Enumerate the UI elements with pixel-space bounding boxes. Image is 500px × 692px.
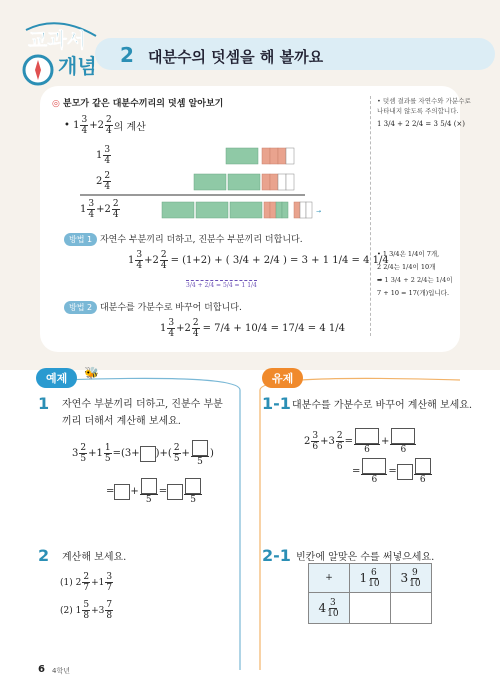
answer-box[interactable]	[141, 478, 157, 494]
concept-heading	[52, 96, 223, 109]
method1-eq-tail: = (1+2) + ( 3/4 + 2/4 ) = 3 + 1 1/4 = 4 1/4	[170, 255, 389, 266]
grade-label: 4학년	[52, 667, 70, 675]
problem2-text: 계산해 보세요.	[62, 552, 127, 563]
answer-box[interactable]	[362, 458, 386, 474]
similar-text: 대분수를 가분수로 바꾸어 계산해 보세요.	[292, 400, 473, 411]
similar-tag: 유제	[262, 368, 303, 388]
answer-box[interactable]	[114, 484, 130, 500]
side-note2-d: 7 + 10 = 17(개)입니다.	[377, 289, 450, 297]
method2-eq-tail: = 7/4 + 10/4 = 17/4 = 4 1/4	[202, 323, 346, 334]
textbook-concept-badge	[18, 18, 100, 92]
table-plus-cell: +	[309, 564, 350, 593]
answer-box[interactable]	[167, 484, 183, 500]
side-note2-c: ➡ 1 3/4 + 2 2/4는 1/4이	[377, 276, 453, 284]
diagram-label-sum: 1 $\frac{3}{4}$ +2 $\frac{2}{4}$	[80, 199, 119, 220]
answer-box[interactable]	[391, 428, 415, 444]
table-answer-cell[interactable]	[391, 593, 432, 624]
side-note1: • 덧셈 결과를 자연수와 가분수로 나타내지 않도록 주의합니다.	[377, 97, 471, 115]
concept-heading-text: 분모가 같은 대분수끼리의 덧셈 알아보기	[63, 99, 224, 109]
side-note1-eq: 1 3/4 + 2 2/4 = 3 5/4 (×)	[377, 120, 466, 128]
similar-eq1: 2 $\frac{3}{6}$ +3 $\frac{2}{6}$ = 6 + 6	[304, 428, 417, 455]
diagram-label-1: 1 $\frac{3}{4}$	[96, 145, 111, 166]
bullet-icon: ◎	[52, 99, 60, 109]
method2-tag: 방법 2	[64, 301, 97, 314]
table-row-header: 4 $\frac{3}{10}$	[309, 593, 350, 624]
similar-number: 1-1	[262, 394, 291, 413]
problem21-text: 빈칸에 알맞은 수를 써넣으세요.	[296, 552, 435, 563]
similar-eq2: = 6 = 6	[352, 458, 433, 485]
fraction-bar-diagram	[70, 140, 330, 220]
answer-box[interactable]	[185, 478, 201, 494]
chapter-title: 대분수의 덧셈을 해 볼까요	[148, 48, 324, 66]
side-note2-a: • 1 3/4은 1/4이 7개,	[377, 250, 440, 258]
side-notes	[370, 96, 477, 336]
example-label: 의 계산	[113, 122, 146, 133]
problem2-number: 2	[38, 546, 50, 565]
badge-line1: 교과서	[28, 28, 86, 52]
answer-box[interactable]	[140, 446, 156, 462]
answer-box[interactable]	[355, 428, 379, 444]
table-header-2: 3 $\frac{9}{10}$	[391, 564, 432, 593]
svg-text:→: →	[316, 208, 322, 215]
method2-row	[64, 300, 242, 314]
method2-equation: 1 $\frac{3}{4}$ +2 $\frac{2}{4}$ = 7/4 + 10/4 = 17/4 = 4 1/4	[160, 318, 346, 339]
answer-box[interactable]	[415, 458, 431, 474]
method1-sub-calc: 3/4 + 2/4 = 5/4 = 1 1/4	[186, 282, 257, 289]
example-text: 자연수 부분끼리 더하고, 진분수 부분끼리 더해서 계산해 보세요.	[62, 399, 223, 427]
problem2-item1: (1) 2 $\frac{2}{7}$ +1 $\frac{3}{7}$	[60, 572, 113, 593]
badge-line2: 개념	[58, 54, 97, 78]
method1-text: 자연수 부분끼리 더하고, 진분수 부분끼리 더합니다.	[99, 235, 303, 245]
addition-table	[308, 563, 432, 624]
page-number: 6	[38, 664, 45, 675]
problem21-number: 2-1	[262, 546, 291, 565]
method1-equation: 1 $\frac{3}{4}$ +2 $\frac{2}{4}$ = (1+2) + ( 3/4 + 2/4 ) = 3 + 1 1/4 = 4 1/4	[128, 250, 389, 271]
chapter-number: 2	[120, 43, 134, 67]
bar-whole	[226, 148, 258, 164]
side-note2	[377, 248, 477, 300]
example-number: 1	[38, 394, 50, 413]
method2-text: 대분수를 가분수로 바꾸어 더합니다.	[99, 303, 242, 313]
table-header-1: 1 $\frac{6}{10}$	[350, 564, 391, 593]
problem2-item2: (2) 1 $\frac{5}{8}$ +3 $\frac{7}{8}$	[60, 600, 113, 621]
example-eq1: 3 $\frac{2}{5}$ +1 $\frac{1}{5}$ =(3+ )+( $\frac{2}{5}$ + 5 )	[72, 440, 214, 467]
answer-box[interactable]	[397, 464, 413, 480]
example-eq2: = + 5 = 5	[106, 478, 203, 505]
example-expression: • 1 $\frac{3}{4}$ +2 $\frac{2}{4}$ 의 계산	[64, 115, 146, 136]
answer-box[interactable]	[192, 440, 208, 456]
side-note2-b: 2 2/4는 1/4이 10개	[377, 263, 436, 271]
method1-tag: 방법 1	[64, 233, 97, 246]
diagram-label-2: 2 $\frac{2}{4}$	[96, 171, 111, 192]
method1-row	[64, 232, 303, 246]
example-tag: 예제	[36, 368, 77, 388]
table-answer-cell[interactable]	[350, 593, 391, 624]
example-mascot-icon: 🐝	[84, 366, 99, 380]
